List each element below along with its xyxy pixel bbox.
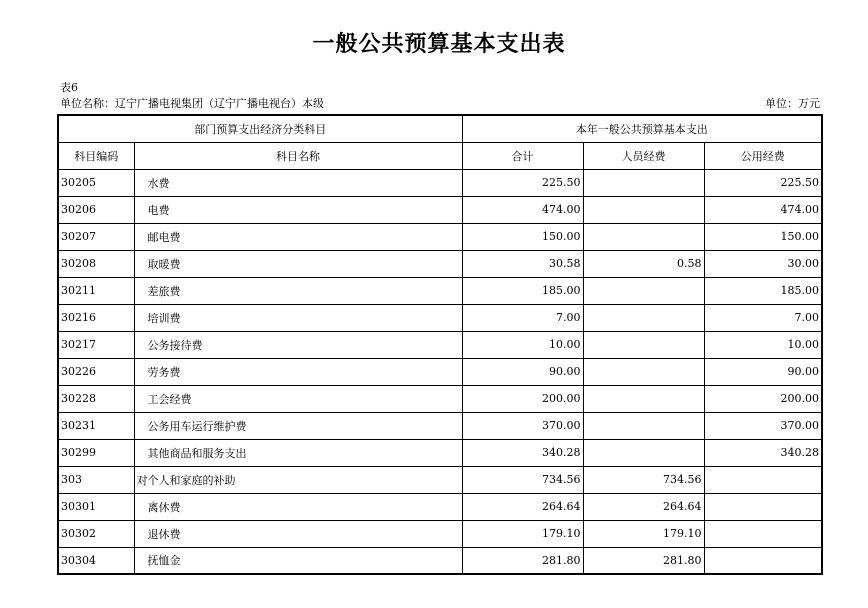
- table-row: [58, 439, 822, 466]
- public-column-header: 公用经费: [704, 142, 822, 169]
- name-cell: 退休费: [134, 520, 462, 547]
- table-row: [58, 412, 822, 439]
- total-column-header: 合计: [462, 142, 583, 169]
- code-cell: 30226: [58, 358, 134, 385]
- code-cell: 30211: [58, 277, 134, 304]
- personnel-cell: 281.80: [583, 547, 704, 574]
- code-cell: 30304: [58, 547, 134, 574]
- total-cell: 90.00: [462, 358, 583, 385]
- table-row: [58, 223, 822, 250]
- public-cell: 474.00: [704, 196, 822, 223]
- table-row: [58, 493, 822, 520]
- name-cell: 公务用车运行维护费: [134, 412, 462, 439]
- total-cell: 281.80: [462, 547, 583, 574]
- public-cell: 150.00: [704, 223, 822, 250]
- code-cell: 30205: [58, 169, 134, 196]
- code-cell: 30299: [58, 439, 134, 466]
- personnel-cell: [583, 331, 704, 358]
- code-cell: 30231: [58, 412, 134, 439]
- total-cell: 264.64: [462, 493, 583, 520]
- table-row: [58, 520, 822, 547]
- expense-group-header: 本年一般公共预算基本支出: [462, 115, 822, 142]
- code-column-header: 科目编码: [58, 142, 134, 169]
- column-header-row: [58, 142, 822, 169]
- table-label: 表6: [60, 81, 78, 94]
- public-cell: [704, 493, 822, 520]
- code-cell: 30217: [58, 331, 134, 358]
- total-cell: 185.00: [462, 277, 583, 304]
- table-row: [58, 466, 822, 493]
- public-cell: 225.50: [704, 169, 822, 196]
- name-cell: 电费: [134, 196, 462, 223]
- total-cell: 10.00: [462, 331, 583, 358]
- code-cell: 30301: [58, 493, 134, 520]
- table-row: [58, 277, 822, 304]
- name-cell: 公务接待费: [134, 331, 462, 358]
- code-cell: 30216: [58, 304, 134, 331]
- category-group-header: 部门预算支出经济分类科目: [58, 115, 462, 142]
- personnel-cell: [583, 439, 704, 466]
- name-cell: 差旅费: [134, 277, 462, 304]
- table-row: [58, 169, 822, 196]
- table-row: [58, 331, 822, 358]
- table-row: [58, 250, 822, 277]
- public-cell: 200.00: [704, 385, 822, 412]
- page-title: 一般公共预算基本支出表: [312, 32, 566, 57]
- total-cell: 734.56: [462, 466, 583, 493]
- code-cell: 30206: [58, 196, 134, 223]
- table-row: [58, 358, 822, 385]
- name-cell: 培训费: [134, 304, 462, 331]
- personnel-column-header: 人员经费: [583, 142, 704, 169]
- code-cell: 30208: [58, 250, 134, 277]
- total-cell: 30.58: [462, 250, 583, 277]
- total-cell: 474.00: [462, 196, 583, 223]
- public-cell: 10.00: [704, 331, 822, 358]
- personnel-cell: 264.64: [583, 493, 704, 520]
- code-cell: 303: [58, 466, 134, 493]
- name-cell: 对个人和家庭的补助: [134, 466, 462, 493]
- personnel-cell: [583, 223, 704, 250]
- budget-table: [57, 114, 823, 575]
- name-cell: 劳务费: [134, 358, 462, 385]
- unit-label: 单位：万元: [765, 97, 820, 110]
- public-cell: 7.00: [704, 304, 822, 331]
- table-row: [58, 196, 822, 223]
- public-cell: [704, 547, 822, 574]
- public-cell: 185.00: [704, 277, 822, 304]
- personnel-cell: [583, 169, 704, 196]
- name-column-header: 科目名称: [134, 142, 462, 169]
- personnel-cell: 0.58: [583, 250, 704, 277]
- unit-name: 单位名称：辽宁广播电视集团（辽宁广播电视台）本级: [60, 97, 324, 110]
- name-cell: 抚恤金: [134, 547, 462, 574]
- total-cell: 200.00: [462, 385, 583, 412]
- public-cell: 30.00: [704, 250, 822, 277]
- total-cell: 370.00: [462, 412, 583, 439]
- personnel-cell: 179.10: [583, 520, 704, 547]
- total-cell: 340.28: [462, 439, 583, 466]
- name-cell: 取暖费: [134, 250, 462, 277]
- table-row: [58, 304, 822, 331]
- name-cell: 其他商品和服务支出: [134, 439, 462, 466]
- name-cell: 离休费: [134, 493, 462, 520]
- table-row: [58, 547, 822, 574]
- name-cell: 工会经费: [134, 385, 462, 412]
- group-header-row: [58, 115, 822, 142]
- name-cell: 水费: [134, 169, 462, 196]
- public-cell: 90.00: [704, 358, 822, 385]
- name-cell: 邮电费: [134, 223, 462, 250]
- total-cell: 225.50: [462, 169, 583, 196]
- public-cell: 340.28: [704, 439, 822, 466]
- personnel-cell: 734.56: [583, 466, 704, 493]
- personnel-cell: [583, 358, 704, 385]
- total-cell: 179.10: [462, 520, 583, 547]
- code-cell: 30207: [58, 223, 134, 250]
- public-cell: 370.00: [704, 412, 822, 439]
- code-cell: 30302: [58, 520, 134, 547]
- public-cell: [704, 466, 822, 493]
- public-cell: [704, 520, 822, 547]
- personnel-cell: [583, 304, 704, 331]
- personnel-cell: [583, 412, 704, 439]
- personnel-cell: [583, 277, 704, 304]
- code-cell: 30228: [58, 385, 134, 412]
- personnel-cell: [583, 196, 704, 223]
- table-row: [58, 385, 822, 412]
- total-cell: 7.00: [462, 304, 583, 331]
- total-cell: 150.00: [462, 223, 583, 250]
- personnel-cell: [583, 385, 704, 412]
